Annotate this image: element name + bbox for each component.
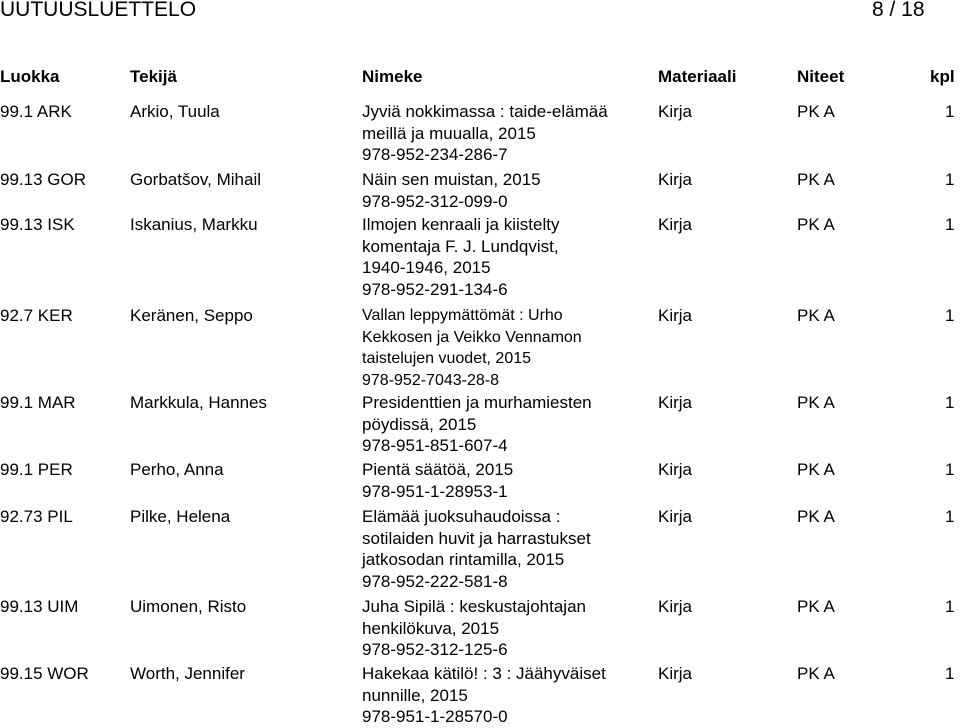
entry-nimeke-line: meillä ja muualla, 2015 [362,123,536,143]
entry-nimeke-line: Ilmojen kenraali ja kiistelty [362,215,560,234]
column-header-materiaali: Materiaali [658,67,737,86]
entry-tekija: Markkula, Hannes [130,393,268,412]
entry-nimeke-line: Presidenttien ja murhamiesten [362,393,592,412]
entry-materiaali: Kirja [658,597,693,616]
entry-tekija: Pilke, Helena [130,507,231,526]
entry-kpl: 1 [945,393,955,412]
entry-nimeke [362,101,652,166]
column-header-tekija: Tekijä [130,67,177,86]
entry-nimeke-line: pöydissä, 2015 [362,414,477,434]
entry-nimeke-line: komentaja F. J. Lundqvist, [362,236,559,256]
entry-luokka: 99.1 MAR [0,393,76,412]
column-header-nimeke: Nimeke [362,67,423,86]
entry-nimeke-line: 1940-1946, 2015 [362,258,491,278]
entry-nimeke-line: 978-952-291-134-6 [362,279,508,299]
entry-nimeke-line: Elämää juoksuhaudoissa : [362,507,561,526]
entry-kpl: 1 [945,597,955,616]
entry-nimeke [362,596,652,661]
entry-niteet: PK A [797,664,835,683]
entry-nimeke-line: nunnille, 2015 [362,685,468,705]
entry-kpl: 1 [945,102,955,121]
entry-luokka: 99.15 WOR [0,664,89,683]
entry-niteet: PK A [797,306,835,325]
page-number: 8 / 18 [872,0,925,21]
entry-nimeke-line: Näin sen muistan, 2015 [362,170,541,189]
entry-nimeke-line: 978-951-1-28570-0 [362,707,508,727]
entry-niteet: PK A [797,393,835,412]
entry-luokka: 92.7 KER [0,306,73,325]
entry-nimeke-line: Vallan leppymättömät : Urho [362,307,563,324]
entry-niteet: PK A [797,170,835,189]
entry-nimeke-line: 978-951-851-607-4 [362,436,508,456]
entry-nimeke-line: taistelujen vuodet, 2015 [362,350,532,368]
entry-nimeke [362,169,652,212]
entry-kpl: 1 [945,460,955,479]
entry-niteet: PK A [797,597,835,616]
entry-nimeke-line: 978-952-7043-28-8 [362,371,499,389]
entry-materiaali: Kirja [658,215,693,234]
entry-tekija: Uimonen, Risto [130,597,247,616]
entry-niteet: PK A [797,460,835,479]
entry-kpl: 1 [945,170,955,189]
entry-nimeke [362,663,652,728]
entry-tekija: Keränen, Seppo [130,306,253,325]
entry-nimeke-line: 978-952-312-125-6 [362,640,508,660]
entry-materiaali: Kirja [658,460,693,479]
entry-luokka: 99.13 GOR [0,170,86,189]
entry-tekija: Perho, Anna [130,460,224,479]
entry-niteet: PK A [797,215,835,234]
column-header-luokka: Luokka [0,67,60,86]
entry-luokka: 99.13 UIM [0,597,79,616]
entry-nimeke [362,506,652,592]
entry-niteet: PK A [797,507,835,526]
entry-materiaali: Kirja [658,306,693,325]
entry-materiaali: Kirja [658,507,693,526]
entry-nimeke-line: 978-951-1-28953-1 [362,481,508,501]
entry-nimeke-line: sotilaiden huvit ja harrastukset [362,528,591,548]
entry-kpl: 1 [945,306,955,325]
entry-nimeke-line: Pientä säätöä, 2015 [362,460,514,479]
entry-luokka: 92.73 PIL [0,507,73,526]
entry-nimeke-line: 978-952-312-099-0 [362,191,508,211]
entry-luokka: 99.1 PER [0,460,73,479]
entry-kpl: 1 [945,507,955,526]
entry-nimeke [362,305,652,391]
entry-tekija: Arkio, Tuula [130,102,220,121]
entry-nimeke-line: 978-952-234-286-7 [362,145,508,165]
entry-materiaali: Kirja [658,170,693,189]
entry-kpl: 1 [945,215,955,234]
entry-nimeke-line: Jyviä nokkimassa : taide-elämää [362,102,608,121]
entry-materiaali: Kirja [658,664,693,683]
entry-nimeke-line: jatkosodan rintamilla, 2015 [362,550,565,570]
column-header-niteet: Niteet [797,67,845,86]
entry-tekija: Gorbatšov, Mihail [130,170,262,189]
page-title: UUTUUSLUETTELO [0,0,197,21]
entry-nimeke [362,392,652,457]
entry-tekija: Worth, Jennifer [130,664,245,683]
entry-nimeke-line: Kekkosen ja Veikko Vennamon [362,328,582,346]
entry-materiaali: Kirja [658,102,693,121]
entry-kpl: 1 [945,664,955,683]
entry-luokka: 99.1 ARK [0,102,72,121]
entry-materiaali: Kirja [658,393,693,412]
entry-nimeke-line: 978-952-222-581-8 [362,571,508,591]
entry-niteet: PK A [797,102,835,121]
entry-nimeke [362,214,652,300]
column-header-kpl: kpl [930,67,955,86]
entry-nimeke-line: Hakekaa kätilö! : 3 : Jäähyväiset [362,664,606,683]
entry-luokka: 99.13 ISK [0,215,75,234]
entry-nimeke [362,459,652,502]
entry-nimeke-line: henkilökuva, 2015 [362,618,500,638]
entry-nimeke-line: Juha Sipilä : keskustajohtajan [362,597,586,616]
entry-tekija: Iskanius, Markku [130,215,258,234]
